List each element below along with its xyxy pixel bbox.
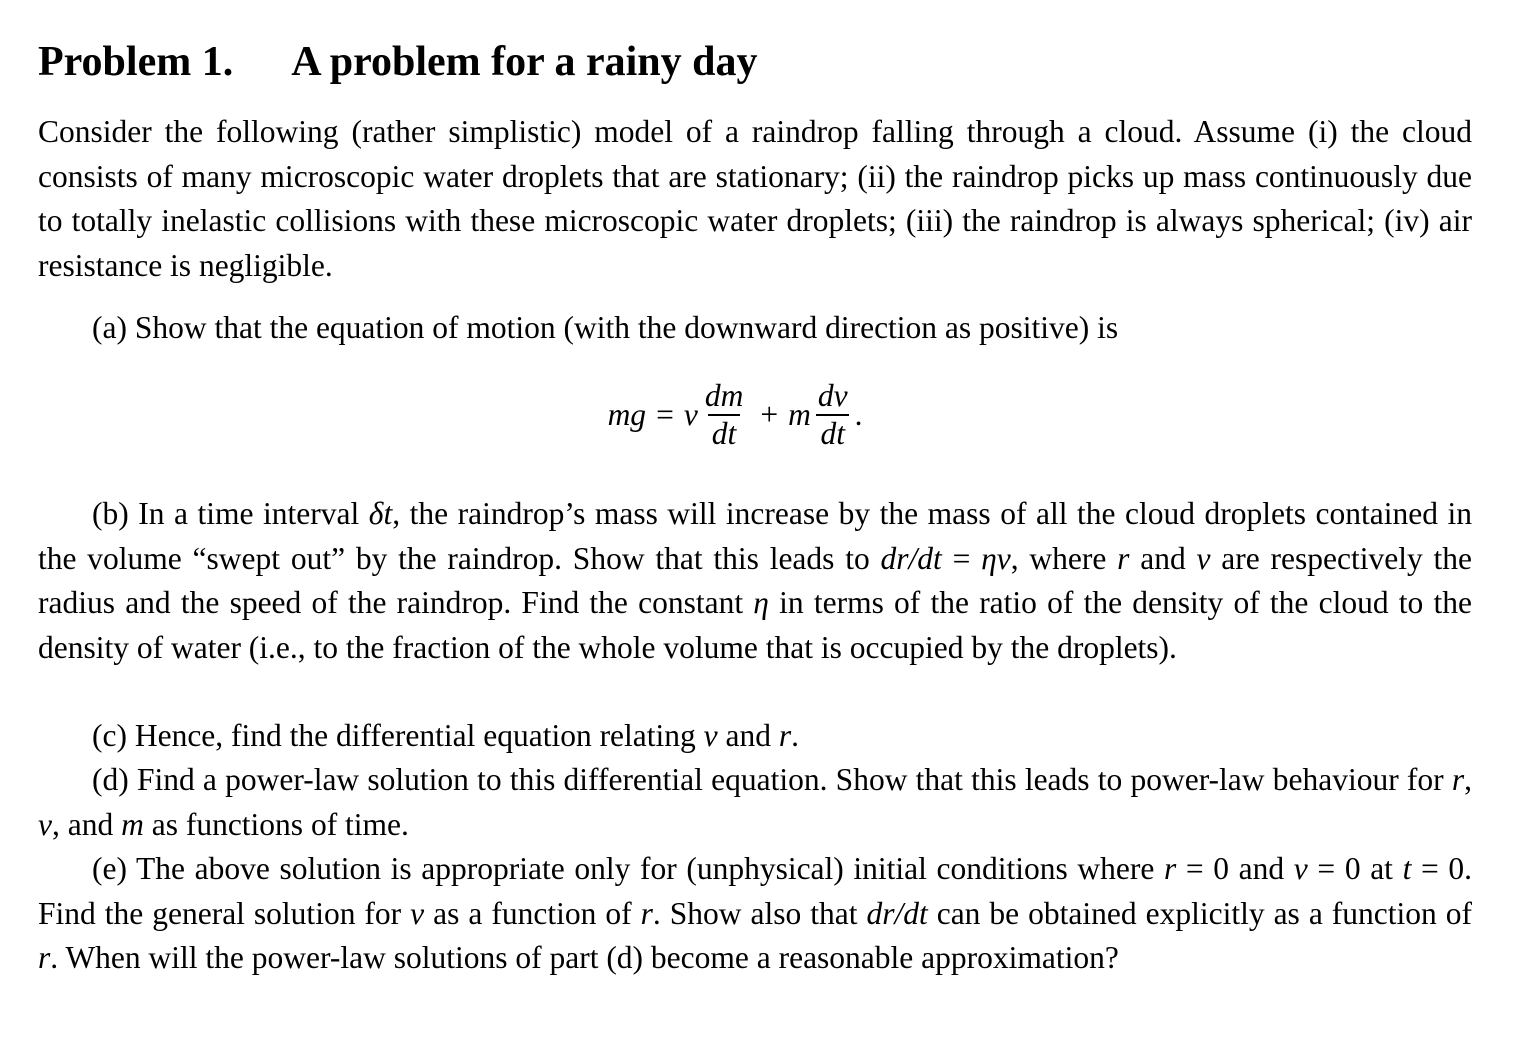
eq-frac1-denominator: dt bbox=[708, 414, 741, 452]
part-d-paragraph: (d) Find a power-law solution to this differential equation. Show that this leads to power-law behaviour for r, v, and m as functions of time. bbox=[38, 762, 1472, 842]
eq-frac2-denominator: dt bbox=[816, 414, 849, 452]
problem-number: Problem 1. bbox=[38, 39, 234, 85]
eq-fraction-dm-dt bbox=[701, 378, 748, 452]
equation-of-motion bbox=[38, 378, 1472, 452]
intro-paragraph: Consider the following (rather simplistic) model of a raindrop falling through a cloud. Assume (i) the cloud consists of many microscopic water droplets that are stationary; (ii) the raindrop picks up mass continuously due to totally inelastic collisions with these microscopic water droplets; (iii) the raindrop is always spherical; (iv) air resistance is negligible. bbox=[38, 114, 1472, 283]
eq-period: . bbox=[854, 397, 863, 432]
problem-title: A problem for a rainy day bbox=[291, 39, 758, 85]
eq-frac2-numerator: dv bbox=[817, 378, 848, 413]
eq-lhs: mg bbox=[607, 397, 647, 432]
eq-v: v bbox=[683, 397, 698, 432]
part-e-paragraph: (e) The above solution is appropriate only for (unphysical) initial conditions where r = 0 and v = 0 at t = 0. Find the general solution for v as a function of r. Show also that dr/dt can be obtained explicitly as a function of r. When will the power-law solutions of part (d) become a reasonable approximation? bbox=[38, 851, 1473, 975]
eq-frac1-numerator: dm bbox=[704, 378, 744, 413]
part-b-paragraph: (b) In a time interval δt, the raindrop’s mass will increase by the mass of all the cloud droplets contained in the volume “swept out” by the raindrop. Show that this leads to dr/dt = ηv, where r and v are respectively the radius and the speed of the raindrop. Find the constant η in terms of the ratio of the density of the cloud to the density of water (i.e., to the fraction of the whole volume that is occupied by the droplets). bbox=[38, 496, 1472, 665]
eq-equals: = bbox=[656, 397, 674, 432]
part-c-paragraph: (c) Hence, find the differential equation relating v and r. bbox=[92, 718, 800, 753]
eq-m: m bbox=[788, 397, 811, 432]
eq-fraction-dv-dt bbox=[814, 378, 852, 452]
problem-heading bbox=[38, 38, 758, 86]
eq-plus: + bbox=[760, 397, 779, 432]
part-a-paragraph: (a) Show that the equation of motion (with the downward direction as positive) is bbox=[92, 310, 1119, 345]
